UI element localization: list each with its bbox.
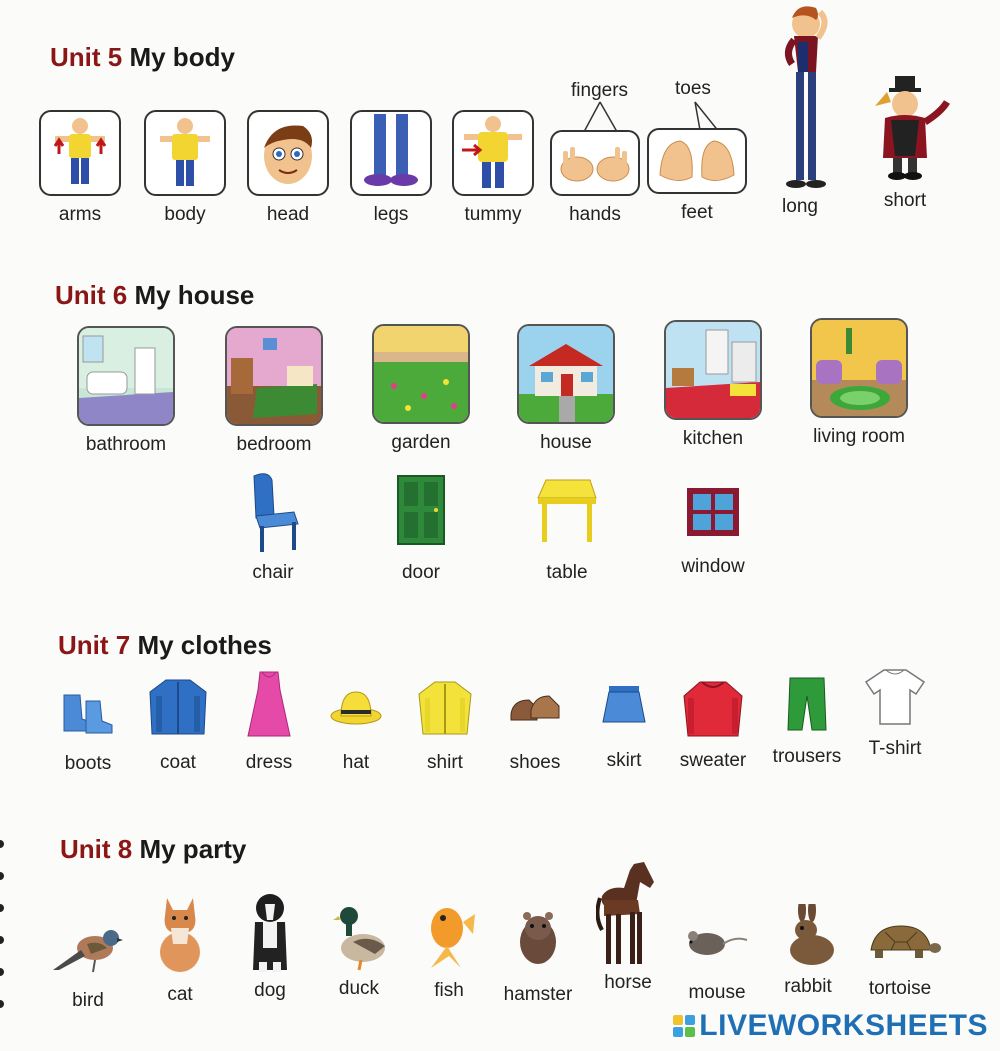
fish-icon	[421, 898, 477, 970]
feet-icon	[647, 128, 747, 194]
item-label: trousers	[772, 746, 842, 767]
item-label: short	[883, 190, 927, 211]
item-label: long	[782, 196, 818, 217]
unit-title: My body	[129, 42, 235, 72]
binder-hole	[0, 840, 4, 848]
liveworksheets-logo[interactable]	[673, 1009, 988, 1043]
coat-icon	[146, 676, 210, 738]
unit-title: My party	[139, 834, 247, 864]
shirt-icon	[417, 680, 473, 738]
clothes-t-shirt	[840, 668, 950, 760]
item-label: bedroom	[236, 434, 312, 455]
item-label: garden	[391, 432, 451, 453]
item-label: bird	[72, 990, 104, 1011]
item-label: shirt	[427, 752, 463, 773]
unit-5-heading	[50, 42, 235, 73]
room-bedroom	[219, 326, 329, 456]
fingers-note: fingers	[571, 80, 629, 101]
object-door	[366, 474, 476, 584]
room-kitchen	[658, 320, 768, 450]
body-item-head	[233, 110, 343, 226]
body-item-feet	[642, 128, 752, 224]
head-icon	[247, 110, 329, 196]
room-living-room	[804, 318, 914, 448]
logo-mark-icon	[673, 1015, 695, 1037]
room-bathroom	[71, 326, 181, 456]
living-room-icon	[810, 318, 908, 418]
skirt-icon	[601, 684, 647, 726]
garden-icon	[372, 324, 470, 424]
unit-number: Unit 5	[50, 42, 123, 72]
binder-hole	[0, 968, 4, 976]
item-label: hat	[342, 752, 370, 773]
boots-icon	[58, 685, 118, 737]
unit-number: Unit 8	[60, 834, 133, 864]
body-item-hands	[540, 130, 650, 226]
tummy-icon	[452, 110, 534, 196]
trousers-icon	[784, 676, 830, 732]
item-label: arms	[58, 204, 102, 225]
item-label: head	[266, 204, 310, 225]
duck-icon	[331, 902, 387, 972]
item-label: body	[164, 204, 206, 225]
unit-title: My house	[134, 280, 255, 310]
mouse-icon	[685, 924, 749, 960]
body-item-legs	[336, 110, 446, 226]
unit-6-heading	[55, 280, 254, 311]
animal-tortoise	[845, 920, 955, 1000]
item-label: dog	[254, 980, 286, 1001]
t-shirt-icon	[864, 668, 926, 726]
item-label: living room	[813, 426, 905, 447]
unit-number: Unit 6	[55, 280, 128, 310]
arms-icon	[39, 110, 121, 196]
item-label: house	[540, 432, 592, 453]
item-label: hamster	[503, 984, 573, 1005]
horse-icon	[596, 860, 660, 968]
body-icon	[144, 110, 226, 196]
door-icon	[396, 474, 446, 546]
item-label: bathroom	[85, 434, 167, 455]
legs-icon	[350, 110, 432, 196]
hands-icon	[550, 130, 640, 196]
room-garden	[366, 324, 476, 454]
binder-hole	[0, 904, 4, 912]
binder-hole	[0, 936, 4, 944]
unit-title: My clothes	[137, 630, 272, 660]
binder-hole	[0, 1000, 4, 1008]
item-label: window	[681, 556, 745, 577]
item-label: legs	[373, 204, 409, 225]
toes-note: toes	[675, 78, 711, 99]
item-label: dress	[245, 752, 293, 773]
hat-icon	[329, 688, 383, 728]
item-label: duck	[338, 978, 380, 999]
item-label: fish	[434, 980, 464, 1001]
unit-number: Unit 7	[58, 630, 131, 660]
item-label: kitchen	[682, 428, 744, 449]
window-icon	[685, 486, 741, 538]
binder-hole	[0, 872, 4, 880]
tall-man-icon	[750, 2, 850, 192]
rabbit-icon	[780, 904, 836, 966]
item-label: skirt	[606, 750, 642, 771]
kitchen-icon	[664, 320, 762, 420]
unit-8-heading	[60, 834, 246, 865]
cat-icon	[153, 894, 207, 974]
body-item-long	[745, 2, 855, 218]
sweater-icon	[680, 678, 746, 740]
dress-icon	[244, 670, 294, 738]
item-label: sweater	[679, 750, 747, 771]
body-item-short	[850, 72, 960, 212]
object-window	[658, 486, 768, 578]
object-chair	[218, 470, 328, 584]
item-label: hands	[569, 204, 621, 225]
room-house	[511, 324, 621, 454]
tortoise-icon	[859, 920, 941, 964]
body-item-tummy	[438, 110, 548, 226]
logo-text: LIVEWORKSHEETS	[699, 1009, 988, 1042]
item-label: cat	[167, 984, 193, 1005]
chair-icon	[238, 470, 308, 554]
hamster-icon	[517, 908, 559, 966]
item-label: tortoise	[868, 978, 932, 999]
body-item-body	[130, 110, 240, 226]
item-label: coat	[160, 752, 196, 773]
bedroom-icon	[225, 326, 323, 426]
item-label: door	[401, 562, 441, 583]
item-label: table	[546, 562, 588, 583]
item-label: shoes	[509, 752, 561, 773]
item-label: rabbit	[784, 976, 832, 997]
body-item-arms	[25, 110, 135, 226]
object-table	[512, 476, 622, 584]
item-label: chair	[252, 562, 294, 583]
bathroom-icon	[77, 326, 175, 426]
item-label: mouse	[688, 982, 746, 1003]
item-label: tummy	[464, 204, 522, 225]
table-icon	[532, 476, 602, 546]
shoes-icon	[507, 690, 563, 724]
item-label: boots	[64, 753, 112, 774]
bird-icon	[51, 918, 125, 976]
house-icon	[517, 324, 615, 424]
item-label: T-shirt	[868, 738, 922, 759]
short-man-icon	[855, 72, 955, 184]
item-label: horse	[604, 972, 652, 993]
dog-icon	[245, 888, 295, 974]
unit-7-heading	[58, 630, 272, 661]
item-label: feet	[681, 202, 713, 223]
